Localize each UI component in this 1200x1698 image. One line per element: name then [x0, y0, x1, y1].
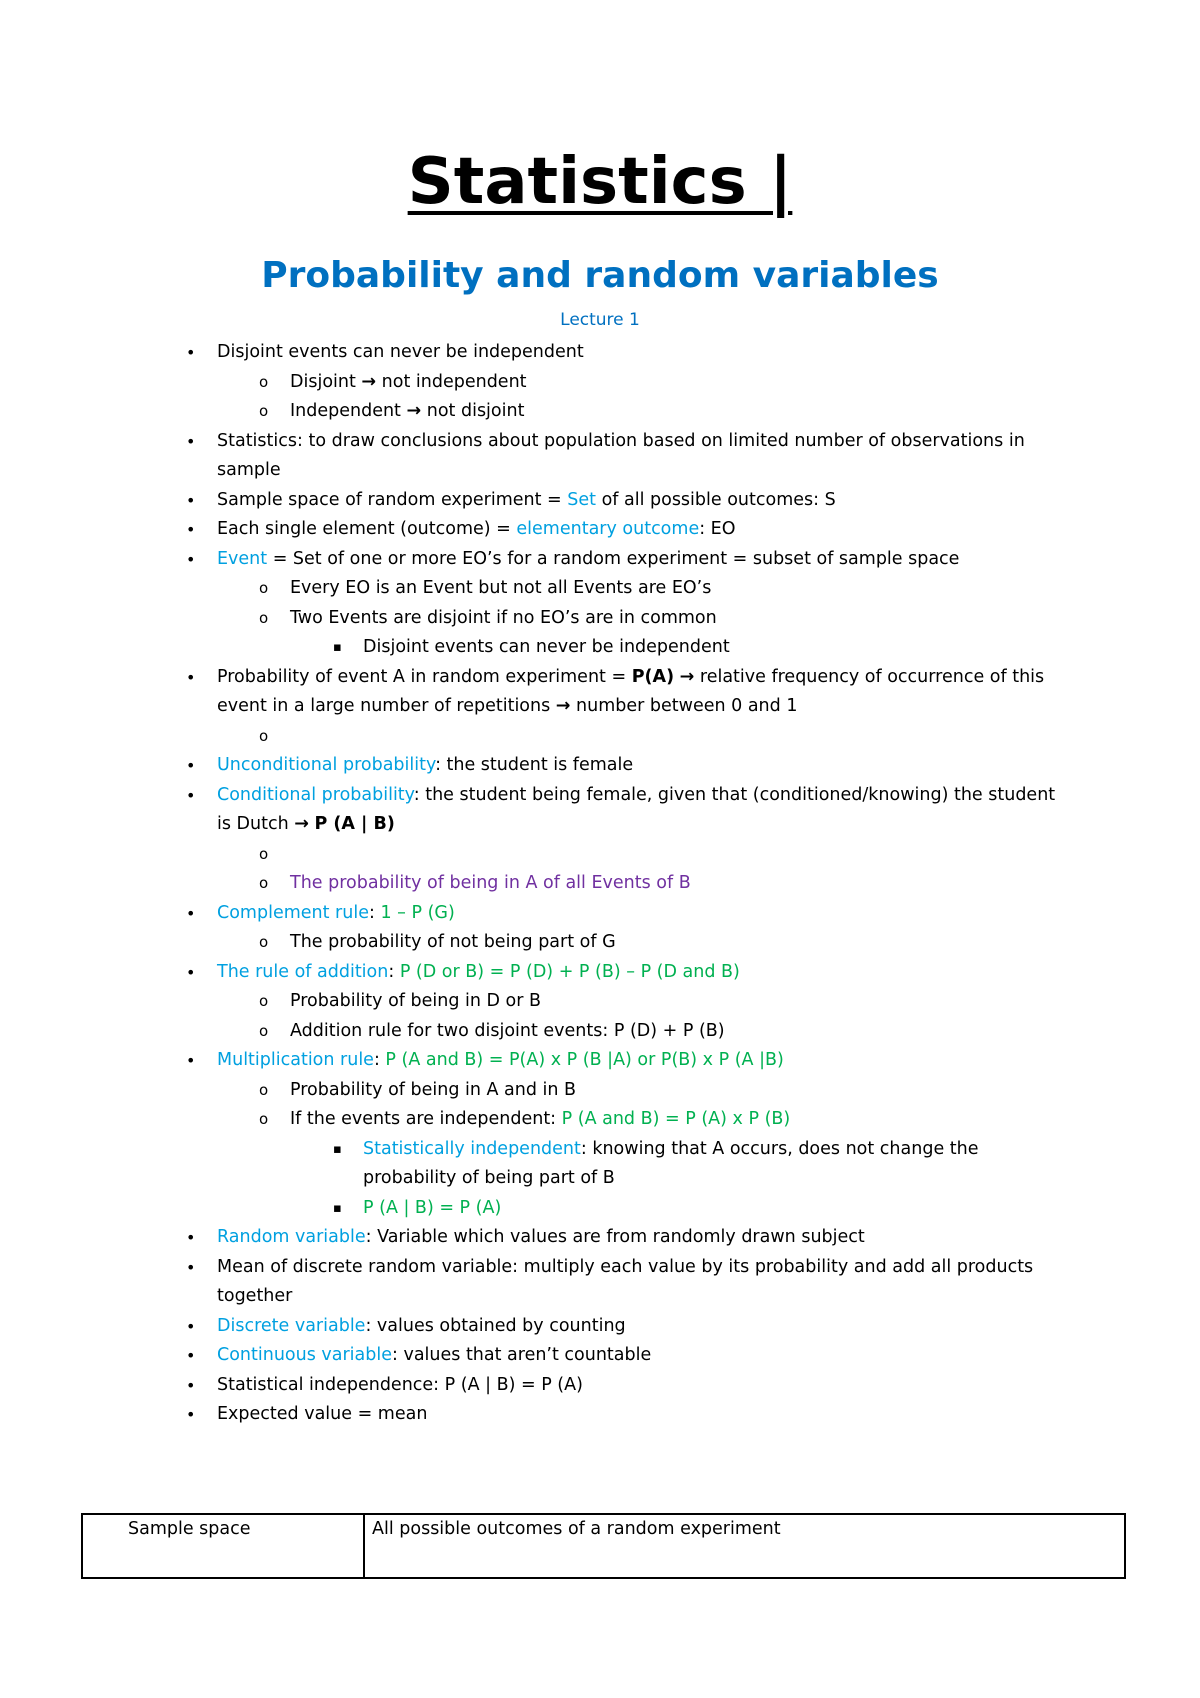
bullet-icon: •	[186, 903, 196, 923]
list-item: • Conditional probability: the student being female, given that (conditioned/knowing) the student is Dutch → P (A | B)	[217, 781, 1057, 840]
list-item	[333, 1194, 1053, 1224]
term: Statistically independent	[363, 1138, 581, 1159]
bullet-icon: ▪	[333, 1200, 342, 1216]
list-item: • Disjoint events can never be independent	[217, 338, 1057, 368]
list-item: • Discrete variable: values obtained by counting	[217, 1312, 1057, 1342]
list-item	[259, 840, 1060, 870]
arrow-right-icon: →	[679, 666, 695, 687]
document-title: Statistics |	[407, 145, 793, 219]
bullet-icon: o	[259, 608, 269, 627]
term: Set	[567, 489, 596, 510]
list-item: ▪ Statistically independent: knowing that A occurs, does not change the probability of being part of B	[363, 1135, 1053, 1194]
formula: P (A | B) = P (A)	[363, 1197, 502, 1218]
bullet-icon: •	[186, 490, 196, 510]
list-item: o Two Events are disjoint if no EO’s are in common	[290, 604, 1060, 634]
bullet-icon: •	[186, 1405, 196, 1424]
bullet-icon: •	[186, 1051, 196, 1070]
bullet-list	[0, 338, 1200, 1430]
bullet-icon: •	[186, 756, 196, 775]
bullet-icon: •	[186, 1316, 196, 1336]
bullet-icon: •	[186, 343, 196, 362]
bullet-icon: o	[259, 874, 269, 892]
list-item: • Continuous variable: values that aren’t countable	[217, 1341, 1057, 1371]
list-item: • Each single element (outcome) = elementary outcome: EO	[217, 515, 1057, 545]
bullet-icon: •	[186, 1228, 196, 1247]
bullet-icon: o	[259, 844, 269, 863]
bullet-icon: •	[186, 785, 196, 805]
formula: 1 – P (G)	[380, 902, 455, 923]
list-item: • Event = Set of one or more EO’s for a random experiment = subset of sample space	[217, 545, 1057, 575]
list-item: o If the events are independent: P (A and B) = P (A) x P (B)	[290, 1105, 1060, 1135]
list-item: • Multiplication rule: P (A and B) = P(A) x P (B |A) or P(B) x P (A |B)	[217, 1046, 1057, 1076]
list-item: • Probability of event A in random experiment = P(A) → relative frequency of occurrence of this event in a large number of repetitions → number between 0 and 1	[217, 663, 1057, 722]
bullet-icon: •	[186, 962, 196, 982]
list-item: • Expected value = mean	[217, 1400, 1057, 1430]
bullet-icon: o	[259, 402, 269, 420]
bullet-icon: •	[186, 1375, 196, 1395]
list-item: • Statistical independence: P (A | B) = P (A)	[217, 1371, 1057, 1401]
bullet-icon: o	[259, 992, 269, 1010]
arrow-right-icon: →	[294, 814, 309, 834]
list-item: • Mean of discrete random variable: multiply each value by its probability and add all products together	[217, 1253, 1057, 1312]
list-item: • Random variable: Variable which values are from randomly drawn subject	[217, 1223, 1057, 1253]
bullet-icon: ▪	[333, 640, 342, 655]
list-item: • Unconditional probability: the student is female	[217, 751, 1057, 781]
term: Unconditional probability	[217, 755, 436, 775]
list-item: • Sample space of random experiment = Set of all possible outcomes: S	[217, 486, 1057, 516]
glossary-definition: All possible outcomes of a random experiment	[364, 1514, 1125, 1578]
list-item: • Complement rule: 1 – P (G)	[217, 899, 1057, 929]
glossary-table	[81, 1513, 1126, 1579]
lecture-label: Lecture 1	[560, 310, 640, 330]
term: Conditional probability	[217, 784, 414, 805]
bullet-icon: ▪	[333, 1141, 342, 1157]
list-item: o Probability of being in D or B	[290, 987, 1060, 1017]
bullet-icon: o	[259, 933, 269, 951]
glossary-term: Sample space	[82, 1514, 364, 1578]
list-item: o The probability of not being part of G	[290, 928, 1060, 958]
term: Random variable	[217, 1227, 366, 1247]
arrow-right-icon: →	[555, 696, 571, 716]
bullet-icon: •	[186, 520, 196, 539]
term: Multiplication rule	[217, 1050, 374, 1070]
bullet-icon: o	[259, 579, 269, 597]
bullet-icon: •	[186, 549, 196, 569]
bullet-icon: •	[186, 1257, 196, 1277]
bullet-icon: •	[186, 1346, 196, 1365]
list-item: • Statistics: to draw conclusions about population based on limited number of observations in sample	[217, 427, 1057, 486]
list-item: o Probability of being in A and in B	[290, 1076, 1060, 1106]
bullet-icon: o	[259, 726, 269, 745]
term: Event	[217, 548, 268, 569]
list-item: o Disjoint → not independent	[290, 368, 1060, 398]
term: Complement rule	[217, 902, 369, 923]
arrow-right-icon: →	[361, 371, 377, 392]
arrow-right-icon: →	[406, 401, 422, 421]
document-subtitle: Probability and random variables	[261, 255, 939, 296]
formula: P (A and B) = P (A) x P (B)	[561, 1109, 791, 1129]
bullet-icon: o	[259, 1110, 269, 1128]
list-item: • The rule of addition: P (D or B) = P (D) + P (B) – P (D and B)	[217, 958, 1057, 988]
list-item: o Addition rule for two disjoint events: P (D) + P (B)	[290, 1017, 1060, 1047]
list-item: o Every EO is an Event but not all Events are EO’s	[290, 574, 1060, 604]
list-item: o Independent → not disjoint	[290, 397, 1060, 427]
term: The rule of addition	[217, 961, 389, 982]
bullet-icon: o	[259, 1021, 269, 1040]
formula: P (D or B) = P (D) + P (B) – P (D and B)	[399, 961, 740, 982]
bullet-icon: o	[259, 372, 269, 391]
term: elementary outcome	[516, 519, 700, 539]
bullet-icon: •	[186, 431, 196, 451]
term: Discrete variable	[217, 1315, 366, 1336]
list-item: o The probability of being in A of all Events of B	[290, 869, 1060, 899]
table-row	[82, 1514, 1125, 1578]
bullet-icon: •	[186, 667, 196, 687]
formula: P (A and B) = P(A) x P (B |A) or P(B) x P (A |B)	[385, 1050, 784, 1070]
list-item	[259, 722, 1060, 752]
list-item: ▪ Disjoint events can never be independent	[363, 633, 1053, 663]
term: Continuous variable	[217, 1345, 392, 1365]
bullet-icon: o	[259, 1080, 269, 1099]
